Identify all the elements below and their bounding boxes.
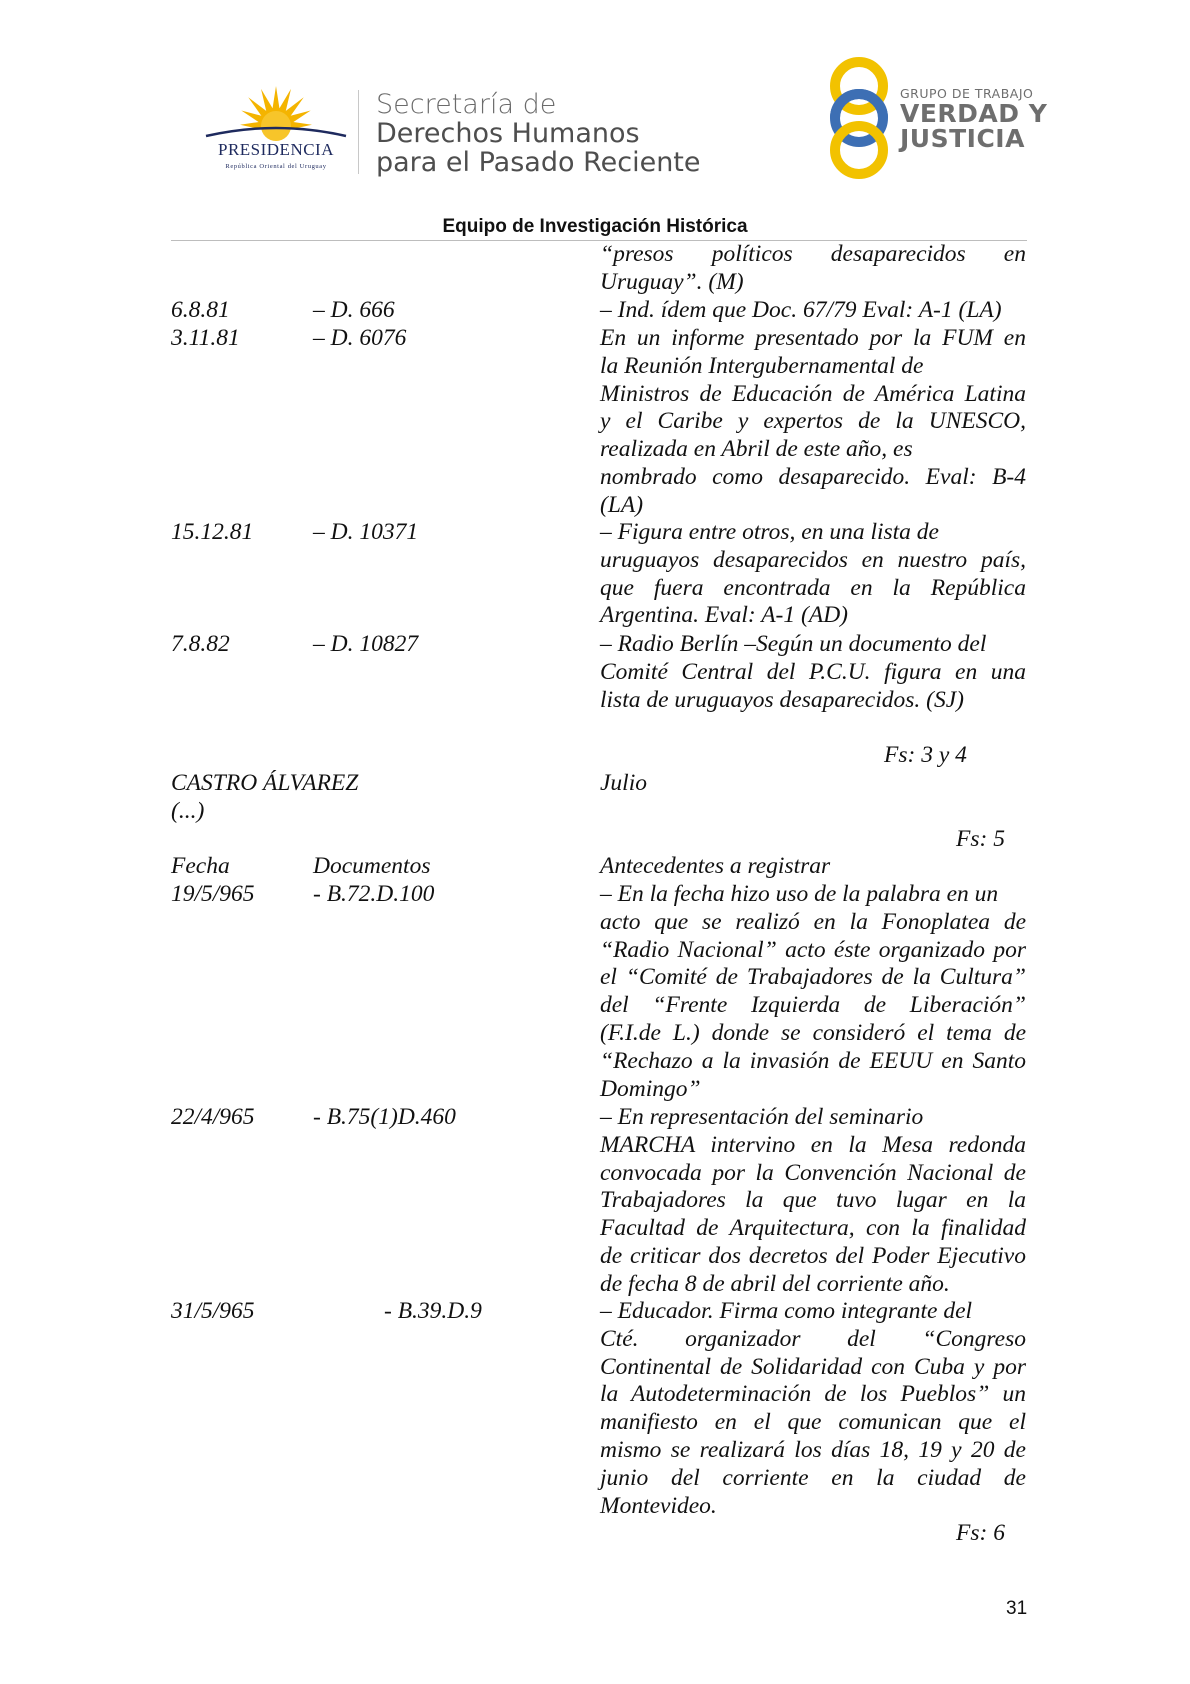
desc-line: “Rechazo a la invasión de EEUU en Santo — [600, 1047, 1026, 1074]
secretaria-line1: Secretaría de — [376, 89, 557, 120]
gtvj-line3: JUSTICIA — [900, 124, 1025, 153]
folio-label: Fs: 5 — [956, 826, 1005, 852]
entry-date: 7.8.82 — [171, 631, 230, 657]
desc-line: “presos políticos desaparecidos en — [600, 241, 1026, 267]
gtvj-logo-text — [900, 86, 1047, 151]
sun-emblem-icon — [196, 82, 356, 142]
entry-date: 6.8.81 — [171, 297, 230, 323]
gtvj-line2: VERDAD Y — [900, 99, 1048, 128]
desc-line: – En la fecha hizo uso de la palabra en un — [600, 881, 999, 907]
secretaria-logo — [376, 90, 701, 177]
entry-doc: – D. 6076 — [313, 325, 407, 351]
presidencia-logo — [196, 82, 356, 176]
desc-line: y el Caribe y expertos de la UNESCO, — [600, 408, 1026, 435]
desc-line: Comité Central del P.C.U. figura en una — [600, 658, 1026, 685]
desc-line: que fuera encontrada en la República — [600, 574, 1026, 601]
presidencia-name: PRESIDENCIA — [217, 140, 334, 159]
column-header-antecedents: Antecedentes a registrar — [600, 853, 831, 879]
person-given-name: Julio — [600, 770, 647, 796]
intro-description — [600, 241, 1026, 297]
desc-line: realizada en Abril de este año, es — [600, 436, 913, 463]
desc-line: el “Comité de Trabajadores de la Cultura” — [600, 964, 1026, 991]
desc-line: manifiesto en el que comunican que el — [600, 1409, 1026, 1436]
desc-line: la Reunión Intergubernamental de — [600, 352, 924, 379]
desc-line: (F.I.de L.) donde se consideró el tema de — [600, 1019, 1026, 1046]
desc-line: la Autodeterminación de los Pueblos” un — [600, 1381, 1026, 1408]
desc-line: Domingo” — [600, 1075, 701, 1102]
desc-line: de fecha 8 de abril del corriente año. — [600, 1270, 950, 1297]
desc-line: Trabajadores la que tuvo lugar en la — [600, 1187, 1026, 1214]
logo-divider — [358, 90, 359, 174]
entry-description — [600, 325, 1026, 520]
entry-doc: – D. 10371 — [313, 519, 419, 545]
desc-line: Continental de Solidaridad con Cuba y por — [600, 1353, 1026, 1380]
entry-doc: – D. 666 — [313, 297, 395, 323]
gtvj-line1: GRUPO DE TRABAJO — [900, 86, 1034, 101]
folio-label: Fs: 3 y 4 — [884, 742, 967, 768]
page-number: 31 — [1006, 1598, 1028, 1619]
desc-line: – Educador. Firma como integrante del — [600, 1298, 973, 1324]
desc-line: – Figura entre otros, en una lista de — [600, 519, 939, 545]
desc-line: convocada por la Convención Nacional de — [600, 1159, 1026, 1186]
desc-line: mismo se realizará los días 18, 19 y 20 de — [600, 1436, 1026, 1463]
entry-description — [600, 631, 1026, 714]
desc-line: junio del corriente en la ciudad de — [600, 1464, 1026, 1491]
entry-date: 15.12.81 — [171, 519, 254, 545]
desc-line: Cté. organizador del “Congreso — [600, 1325, 1026, 1352]
entry-date: 31/5/965 — [171, 1298, 255, 1324]
team-title: Equipo de Investigación Histórica — [442, 216, 748, 237]
entry-date: 19/5/965 — [171, 881, 255, 907]
desc-line: lista de uruguayos desaparecidos. (SJ) — [600, 686, 964, 713]
ellipsis: (...) — [171, 798, 205, 824]
desc-line: nombrado como desaparecido. Eval: B-4 — [600, 463, 1026, 490]
desc-line: Argentina. Eval: A-1 (AD) — [600, 602, 848, 629]
folio-label: Fs: 6 — [956, 1520, 1005, 1546]
presidencia-subtitle: República Oriental del Uruguay — [225, 163, 327, 170]
entry-description — [600, 881, 1026, 1103]
secretaria-line2: Derechos Humanos — [376, 118, 640, 149]
entry-doc: - B.72.D.100 — [313, 881, 435, 907]
desc-line: (LA) — [600, 491, 644, 518]
desc-line: del “Frente Izquierda de Liberación” — [600, 992, 1026, 1019]
column-header-documents: Documentos — [313, 853, 431, 879]
interlocking-rings-icon — [824, 56, 894, 180]
desc-line: uruguayos desaparecidos en nuestro país, — [600, 546, 1026, 573]
entry-description — [600, 1298, 1026, 1520]
desc-line: Uruguay”. (M) — [600, 268, 744, 295]
desc-line: Facultad de Arquitectura, con la finalidad — [600, 1215, 1026, 1242]
desc-line: – Ind. ídem que Doc. 67/79 Eval: A-1 (LA) — [600, 297, 1002, 323]
person-surname: CASTRO ÁLVAREZ — [171, 770, 359, 796]
entry-description — [600, 297, 1026, 325]
desc-line: Montevideo. — [600, 1492, 717, 1519]
desc-line: “Radio Nacional” acto éste organizado por — [600, 936, 1026, 963]
desc-line: – En representación del seminario — [600, 1104, 924, 1130]
desc-line: – Radio Berlín –Según un documento del — [600, 631, 987, 657]
desc-line: acto que se realizó en la Fonoplatea de — [600, 908, 1026, 935]
desc-line: de criticar dos decretos del Poder Ejecutivo — [600, 1242, 1026, 1269]
entry-date: 22/4/965 — [171, 1104, 255, 1130]
column-header-date: Fecha — [171, 853, 230, 879]
entry-description — [600, 1104, 1026, 1299]
entry-doc: - B.39.D.9 — [384, 1298, 482, 1324]
desc-line: Ministros de Educación de América Latina — [600, 380, 1026, 407]
desc-line: En un informe presentado por la FUM en — [600, 325, 1026, 351]
secretaria-line3: para el Pasado Reciente — [376, 147, 701, 178]
entry-date: 3.11.81 — [171, 325, 240, 351]
entry-description — [600, 519, 1026, 630]
desc-line: MARCHA intervino en la Mesa redonda — [600, 1131, 1026, 1158]
entry-doc: - B.75(1)D.460 — [313, 1104, 456, 1130]
entry-doc: – D. 10827 — [313, 631, 419, 657]
